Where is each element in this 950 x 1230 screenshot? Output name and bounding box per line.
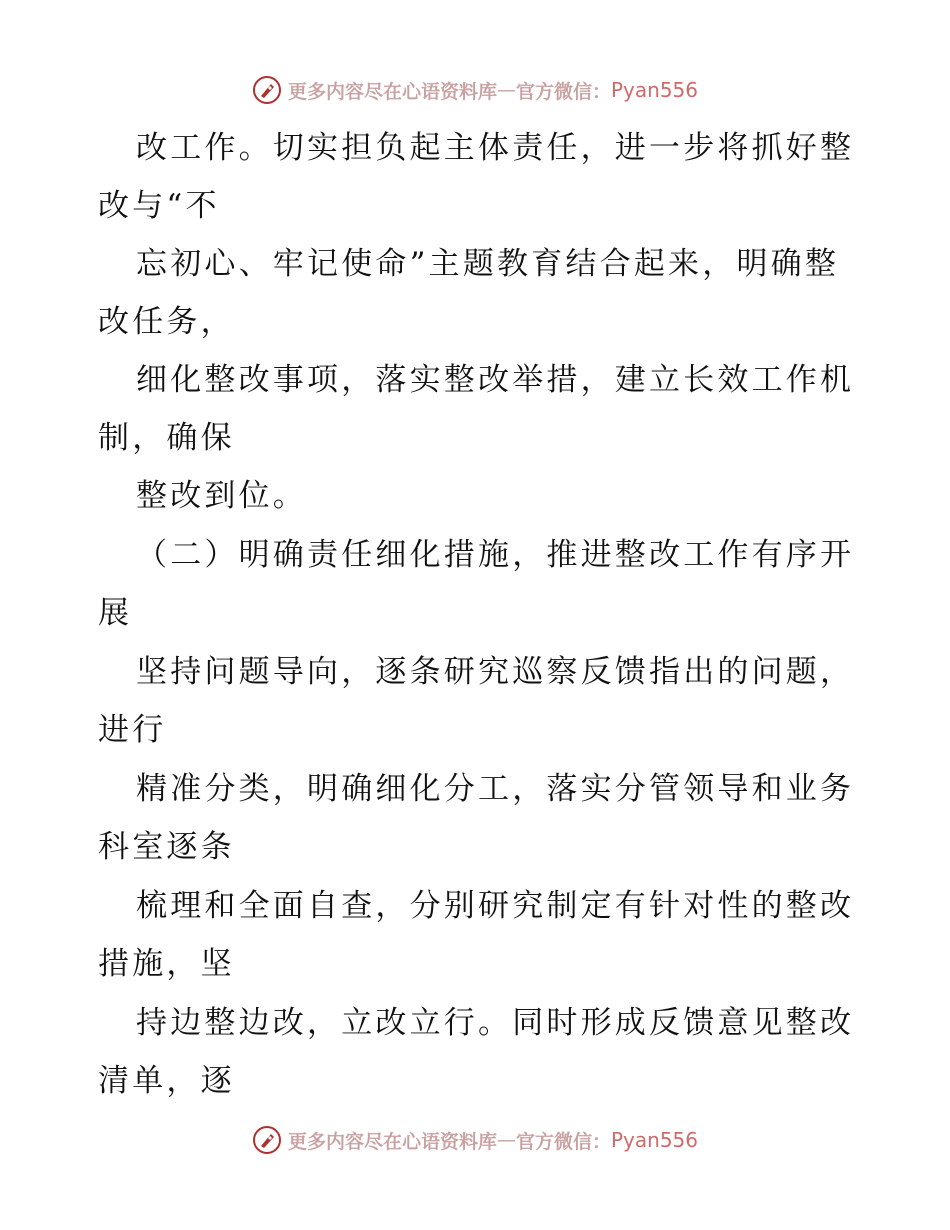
body-line: 坚持问题导向，逐条研究巡察反馈指出的问题，: [136, 654, 855, 690]
pen-nib-logo-icon: [252, 75, 282, 105]
wechat-label-text: 官方微信：: [515, 1130, 611, 1153]
site-name-text: 更多内容尽在心语资料库: [287, 80, 497, 103]
footer-watermark-banner: [0, 1120, 950, 1160]
section-heading: （二）明确责任细化措施，推进整改工作有序开: [136, 537, 855, 573]
body-line: 展: [98, 595, 133, 631]
body-line: 改任务，: [98, 304, 235, 340]
body-line: 细化整改事项，落实整改举措，建立长效工作机: [136, 362, 855, 398]
body-line: 忘初心、牢记使命”主题教育结合起来，明确整: [136, 246, 840, 282]
wechat-id-text: Pyan556: [611, 78, 699, 102]
body-line: 清单，逐: [98, 1063, 235, 1099]
body-line: 持边整边改，立改立行。同时形成反馈意见整改: [136, 1005, 855, 1041]
wechat-label-text: 官方微信：: [515, 80, 611, 103]
body-line: 梳理和全面自查，分别研究制定有针对性的整改: [136, 888, 855, 924]
site-name-text: 更多内容尽在心语资料库: [287, 1130, 497, 1153]
body-line: 改工作。切实担负起主体责任，进一步将抓好整: [136, 130, 855, 166]
body-line: 精准分类，明确细化分工，落实分管领导和业务: [136, 771, 855, 807]
body-line: 进行: [98, 712, 167, 748]
body-line: 制，确保: [98, 420, 235, 456]
header-watermark-banner: [0, 70, 950, 110]
wechat-id-text: Pyan556: [611, 1128, 699, 1152]
separator-text: —: [496, 1129, 516, 1151]
body-line: 改与“不: [98, 188, 220, 224]
pen-nib-logo-icon: [252, 1125, 282, 1155]
body-line: 措施，坚: [98, 946, 235, 982]
body-line: 整改到位。: [136, 478, 307, 514]
body-line: 科室逐条: [98, 829, 235, 865]
separator-text: —: [496, 79, 516, 101]
